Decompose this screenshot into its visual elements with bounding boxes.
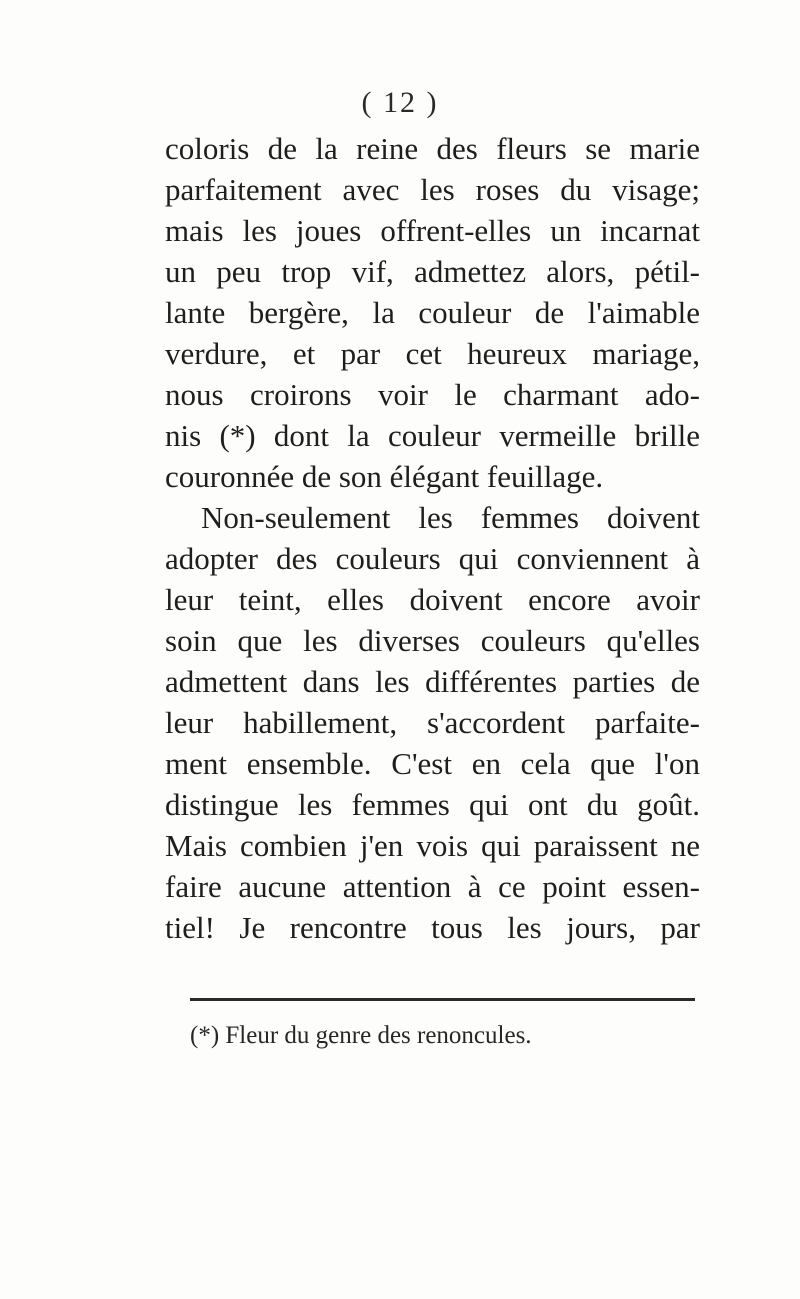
- text-line: adopter des couleurs qui conviennent à: [165, 541, 700, 576]
- text-line: parfaitement avec les roses du visage;: [165, 172, 700, 207]
- paragraph-1: [165, 128, 700, 497]
- page-number: ( 12 ): [361, 86, 439, 119]
- text-line: coloris de la reine des fleurs se marie: [165, 131, 700, 166]
- text-line: nis (*) dont la couleur vermeille brille: [165, 418, 700, 453]
- text-line: Mais combien j'en vois qui paraissent ne: [165, 828, 700, 863]
- text-line: nous croirons voir le charmant ado-: [165, 377, 700, 412]
- text-line: verdure, et par cet heureux mariage,: [165, 336, 700, 371]
- text-line: faire aucune attention à ce point essen-: [165, 869, 700, 904]
- footnote: (*) Fleur du genre des renoncules.: [190, 1022, 532, 1049]
- text-line: tiel! Je rencontre tous les jours, par: [165, 910, 700, 945]
- footnote-separator: [190, 998, 695, 1001]
- text-line: leur teint, elles doivent encore avoir: [165, 582, 700, 617]
- text-line: couronnée de son élégant feuillage.: [165, 459, 604, 494]
- text-line: un peu trop vif, admettez alors, pétil-: [165, 254, 700, 289]
- paragraph-2: [165, 497, 700, 948]
- text-line: soin que les diverses couleurs qu'elles: [165, 623, 700, 658]
- text-line: ment ensemble. C'est en cela que l'on: [165, 746, 700, 781]
- text-line: admettent dans les différentes parties de: [165, 664, 700, 699]
- text-line: lante bergère, la couleur de l'aimable: [165, 295, 700, 330]
- text-line: Non-seulement les femmes doivent: [201, 500, 700, 535]
- text-line: distingue les femmes qui ont du goût.: [165, 787, 700, 822]
- text-line: mais les joues offrent-elles un incarnat: [165, 213, 700, 248]
- body-text: [165, 128, 700, 948]
- text-line: leur habillement, s'accordent parfaite-: [165, 705, 700, 740]
